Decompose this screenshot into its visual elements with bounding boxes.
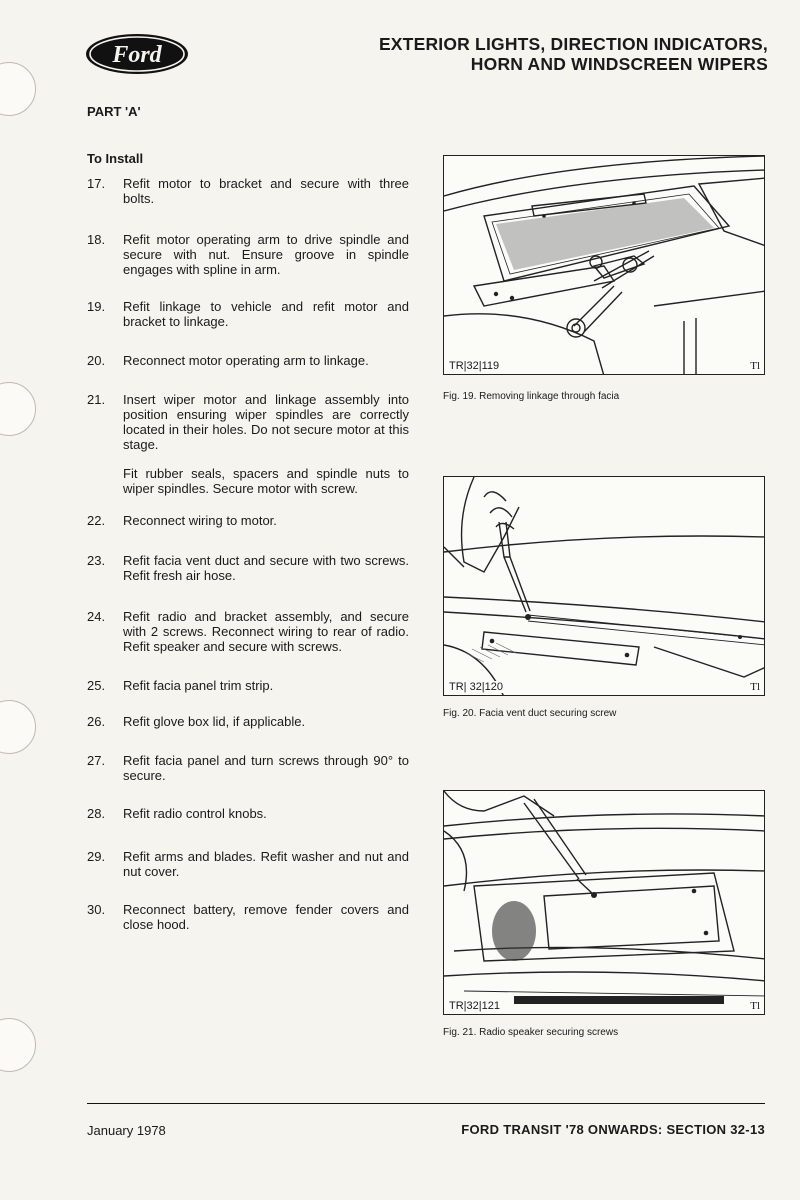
step-24 — [87, 609, 409, 654]
logo-text: Ford — [112, 42, 162, 68]
step-text: Refit linkage to vehicle and refit motor and bracket to linkage. — [123, 299, 409, 329]
step-text: Refit glove box lid, if applicable. — [123, 714, 306, 729]
step-number: 18. — [87, 232, 106, 247]
step-number: 24. — [87, 609, 106, 624]
figure-code: TR|32|119 — [449, 360, 500, 372]
footer-rule — [87, 1103, 765, 1104]
ford-logo — [85, 33, 189, 75]
footer-date: January 1978 — [87, 1123, 166, 1138]
figure-code: TR| 32|120 — [449, 681, 504, 693]
step-text: Refit radio control knobs. — [123, 806, 267, 821]
step-22 — [87, 513, 409, 528]
binder-hole — [0, 700, 36, 754]
figure-mark: Tl — [750, 360, 760, 372]
step-number: 17. — [87, 176, 106, 191]
step-number: 20. — [87, 353, 106, 368]
figure-19-caption: Fig. 19. Removing linkage through facia — [443, 391, 620, 402]
step-text: Reconnect battery, remove fender covers and close hood. — [123, 902, 409, 932]
step-text: Insert wiper motor and linkage assembly into position ensuring wiper spindles are correctly located in their holes. Do not secure motor at this stage. — [123, 392, 409, 452]
page-title — [298, 34, 768, 74]
step-18 — [87, 232, 409, 277]
figure-21 — [443, 790, 765, 1015]
part-label: PART 'A' — [87, 104, 141, 119]
step-30 — [87, 902, 409, 932]
figure-20-caption: Fig. 20. Facia vent duct securing screw — [443, 708, 617, 719]
step-26 — [87, 714, 409, 729]
step-number: 26. — [87, 714, 106, 729]
figure-20 — [443, 476, 765, 696]
step-28 — [87, 806, 409, 821]
step-27 — [87, 753, 409, 783]
step-number: 27. — [87, 753, 106, 768]
step-19 — [87, 299, 409, 329]
binder-hole — [0, 62, 36, 116]
step-text: Refit facia panel and turn screws through 90° to secure. — [123, 753, 409, 783]
vent-duct-illustration — [444, 477, 765, 696]
step-text: Refit motor to bracket and secure with three bolts. — [123, 176, 409, 206]
step-number: 23. — [87, 553, 106, 568]
step-text: Reconnect motor operating arm to linkage. — [123, 353, 369, 368]
step-number: 25. — [87, 678, 106, 693]
step-text-continued: Fit rubber seals, spacers and spindle nuts to wiper spindles. Secure motor with screw. — [123, 466, 409, 496]
speaker-screws-illustration — [444, 791, 765, 1015]
step-text: Reconnect wiring to motor. — [123, 513, 277, 528]
step-25 — [87, 678, 409, 693]
step-17 — [87, 176, 409, 206]
figure-mark: Tl — [750, 1000, 760, 1012]
step-text: Refit radio and bracket assembly, and secure with 2 screws. Reconnect wiring to rear of radio. Refit speaker and secure with screws. — [123, 609, 409, 654]
figure-code: TR|32|121 — [449, 1000, 500, 1012]
section-heading: To Install — [87, 151, 144, 166]
title-line-1: EXTERIOR LIGHTS, DIRECTION INDICATORS, — [378, 34, 768, 54]
step-number: 19. — [87, 299, 106, 314]
figure-19 — [443, 155, 765, 375]
binder-hole — [0, 382, 36, 436]
step-21 — [87, 392, 409, 496]
figure-21-caption: Fig. 21. Radio speaker securing screws — [443, 1027, 619, 1038]
step-text: Refit facia panel trim strip. — [123, 678, 274, 693]
step-number: 28. — [87, 806, 106, 821]
step-number: 29. — [87, 849, 106, 864]
step-23 — [87, 553, 409, 583]
step-number: 21. — [87, 392, 106, 407]
step-text: Refit motor operating arm to drive spindle and secure with nut. Ensure groove in spindle engages with spline in arm. — [123, 232, 409, 277]
step-text: Refit arms and blades. Refit washer and nut and nut cover. — [123, 849, 409, 879]
binder-hole — [0, 1018, 36, 1072]
step-20 — [87, 353, 409, 368]
wiper-linkage-illustration — [444, 156, 765, 375]
step-number: 30. — [87, 902, 106, 917]
step-number: 22. — [87, 513, 106, 528]
title-line-2: HORN AND WINDSCREEN WIPERS — [470, 54, 768, 74]
step-text: Refit facia vent duct and secure with two screws. Refit fresh air hose. — [123, 553, 409, 583]
figure-mark: Tl — [750, 681, 760, 693]
step-29 — [87, 849, 409, 879]
footer-section: FORD TRANSIT '78 ONWARDS: SECTION 32-13 — [461, 1122, 765, 1137]
